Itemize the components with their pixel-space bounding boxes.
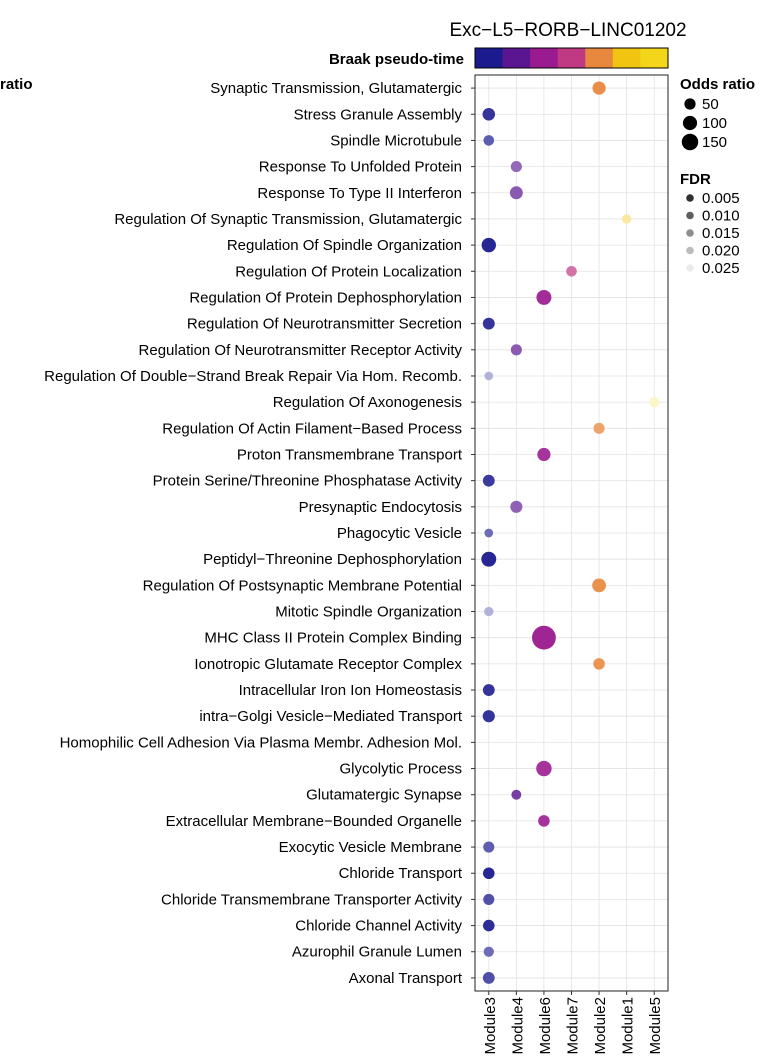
data-point [566, 266, 577, 277]
term-label: Chloride Transport [338, 865, 462, 883]
data-point [483, 972, 495, 984]
odds-ratio-legend-title: Odds ratio [680, 76, 756, 93]
term-label: Extracellular Membrane−Bounded Organelle [165, 812, 462, 830]
data-point [484, 607, 493, 616]
term-label: Stress Granule Assembly [293, 106, 462, 124]
module-label: Module2 [592, 997, 610, 1055]
term-label: Regulation Of Postsynaptic Membrane Potential [142, 577, 462, 595]
term-label: Synaptic Transmission, Glutamatergic [210, 80, 462, 98]
term-label: Axonal Transport [348, 969, 462, 987]
fdr-legend-key [686, 194, 694, 202]
data-point [482, 238, 496, 252]
term-label: Regulation Of Axonogenesis [272, 394, 462, 412]
data-point [483, 867, 495, 879]
term-labels [44, 80, 475, 987]
colorbar-segment-module6 [530, 48, 558, 68]
fdr-legend-key [686, 264, 694, 272]
data-point [510, 501, 522, 513]
data-point [592, 81, 605, 94]
term-label: Phagocytic Vesicle [336, 525, 462, 542]
data-point [536, 290, 551, 305]
data-point [593, 658, 605, 670]
term-label: Regulation Of Neurotransmitter Receptor Activity [138, 341, 462, 359]
data-point [483, 842, 494, 853]
fdr-legend-key [686, 212, 694, 220]
module-label: Module3 [481, 997, 499, 1055]
odds-ratio-legend-label: 100 [702, 115, 728, 132]
data-point [483, 318, 495, 330]
fdr-legend-title: FDR [680, 171, 711, 188]
colorbar-segment-module7 [558, 48, 586, 68]
module-label: Module4 [509, 997, 527, 1055]
plot-panel [475, 75, 668, 991]
odds-ratio-legend-label: 150 [702, 134, 728, 151]
pseudotime-label: Braak pseudo-time [328, 51, 464, 68]
term-label: Peptidyl−Threonine Dephosphorylation [203, 551, 462, 569]
module-label: Module7 [564, 997, 582, 1055]
term-label: Chloride Channel Activity [295, 917, 462, 935]
data-point [483, 475, 495, 487]
module-label: Module6 [536, 997, 554, 1055]
term-label: Response To Unfolded Protein [258, 158, 462, 176]
odds-ratio-legend-key [682, 134, 698, 150]
fdr-legend-label: 0.005 [702, 190, 740, 207]
colorbar-segment-module5 [640, 48, 668, 68]
term-label: Ionotropic Glutamate Receptor Complex [194, 655, 462, 673]
term-label: Glycolytic Process [339, 760, 462, 778]
data-point [483, 894, 494, 905]
term-label: Proton Transmembrane Transport [236, 446, 462, 464]
fdr-legend-label: 0.015 [702, 225, 740, 242]
fdr-legend-label: 0.025 [702, 260, 740, 277]
fdr-legend-label: 0.010 [702, 207, 740, 225]
data-point [510, 186, 523, 199]
term-label: Mitotic Spindle Organization [275, 603, 462, 621]
data-point [483, 135, 494, 146]
odds-ratio-legend-label: 50 [702, 96, 719, 113]
odds-ratio-legend [680, 76, 755, 151]
colorbar-segment-module3 [475, 48, 503, 68]
fdr-legend-label: 0.020 [702, 242, 740, 260]
term-label: Intracellular Iron Ion Homeostasis [238, 682, 462, 700]
data-point [511, 344, 522, 355]
term-label: Regulation Of Neurotransmitter Secretion [186, 315, 462, 333]
data-point [622, 214, 631, 223]
term-label: Azurophil Granule Lumen [291, 943, 462, 961]
chart-title: Exc−L5−RORB−LINC01202 [449, 20, 687, 41]
term-label: Protein Serine/Threonine Phosphatase Activity [152, 472, 462, 490]
data-point [532, 626, 556, 650]
data-point [481, 552, 496, 567]
data-point [483, 710, 495, 722]
term-label: Regulation Of Synaptic Transmission, Glutamatergic [114, 210, 462, 228]
data-point [538, 815, 550, 827]
term-label: Regulation Of Protein Dephosphorylation [189, 289, 462, 307]
data-point [484, 372, 493, 381]
term-label: Chloride Transmembrane Transporter Activity [161, 891, 462, 909]
data-point [484, 529, 493, 538]
pseudotime-colorbar [475, 48, 669, 68]
term-label: Response To Type II Interferon [257, 184, 462, 202]
term-label: Glutamatergic Synapse [306, 786, 462, 804]
odds-ratio-legend-key [683, 116, 697, 130]
term-label: MHC Class II Protein Complex Binding [204, 629, 462, 647]
term-label: Presynaptic Endocytosis [298, 498, 462, 516]
fdr-legend-key [686, 229, 694, 237]
odds-ratio-legend-key [684, 98, 695, 109]
left-clip-label: ratio [0, 76, 33, 93]
data-point [649, 397, 659, 407]
module-label: Module5 [647, 997, 665, 1055]
term-label: Exocytic Vesicle Membrane [278, 839, 462, 857]
term-label: Homophilic Cell Adhesion Via Plasma Membr. Adhesion Mol. [59, 734, 462, 752]
fdr-legend-key [686, 247, 694, 255]
colorbar-segment-module2 [585, 48, 613, 68]
data-point [484, 947, 494, 957]
fdr-legend [680, 171, 740, 277]
colorbar-segment-module1 [613, 48, 641, 68]
data-point [483, 108, 496, 121]
module-labels [482, 991, 664, 1055]
term-label: Regulation Of Spindle Organization [226, 237, 462, 255]
colorbar-segment-module4 [503, 48, 531, 68]
data-point [511, 790, 521, 800]
data-point [537, 448, 550, 461]
term-label: Regulation Of Double−Strand Break Repair Via Hom. Recomb. [44, 367, 462, 385]
term-label: Regulation Of Actin Filament−Based Process [162, 420, 462, 438]
data-point [483, 684, 495, 696]
term-label: Regulation Of Protein Localization [235, 263, 462, 281]
module-label: Module1 [619, 997, 637, 1055]
data-point [536, 761, 551, 776]
data-point [483, 920, 495, 932]
data-point [592, 578, 606, 592]
term-label: intra−Golgi Vesicle−Mediated Transport [199, 708, 462, 726]
data-point [594, 423, 605, 434]
term-label: Spindle Microtubule [330, 132, 462, 150]
data-point [511, 161, 522, 172]
